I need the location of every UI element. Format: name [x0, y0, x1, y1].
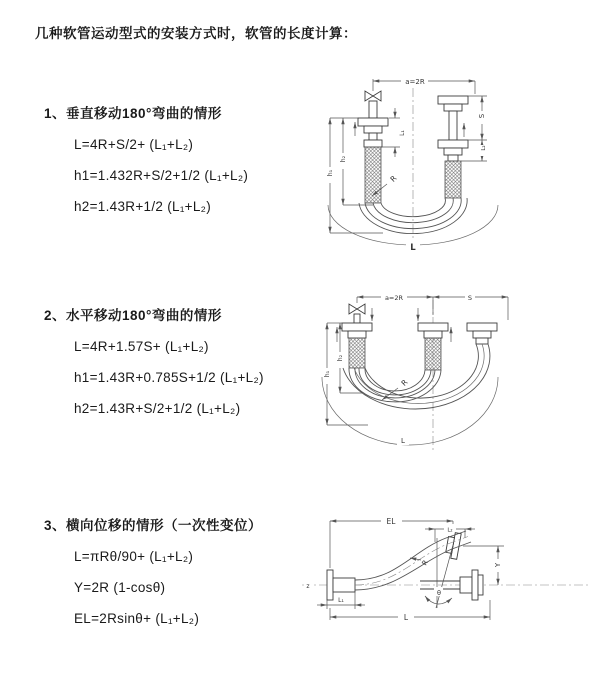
right-pipe-assembly [467, 323, 497, 344]
dim-l [330, 600, 490, 622]
dim-label-l-total: L [410, 243, 416, 253]
dim-label-h2: h₂ [340, 155, 347, 163]
dim-l1 [382, 108, 406, 157]
braid-section [425, 338, 441, 370]
formula-h2: h2=1.43R+1/2 (L₁+L₂) [74, 199, 212, 214]
axis-label-z: z [306, 583, 310, 590]
formula-h2: h2=1.43R+S/2+1/2 (L₁+L₂) [74, 401, 241, 416]
dim-label-l-total: L [401, 437, 405, 445]
dim-label-a2r: a=2R [405, 78, 425, 86]
section-2-heading: 2、水平移动180°弯曲的情形 [44, 308, 222, 323]
hose-u-arcs [322, 344, 498, 445]
braid-section [349, 338, 365, 368]
formula-h1: h1=1.43R+0.785S+1/2 (L₁+L₂) [74, 370, 264, 385]
page-title: 几种软管运动型式的安装方式时，软管的长度计算： [35, 26, 357, 41]
dim-label-r: R [399, 377, 410, 388]
dim-label-l1: L₁ [338, 597, 344, 604]
left-pipe-assembly [342, 314, 372, 368]
dim-label-l2: L₂ [447, 527, 453, 534]
dim-a2r [373, 75, 475, 94]
braid-section [365, 147, 381, 203]
formula-EL: EL=2Rsinθ+ (L₁+L₂) [74, 611, 200, 626]
valve-icon [365, 86, 381, 101]
section-lateral-displacement [44, 518, 262, 634]
dim-label-h1: h₁ [324, 370, 331, 378]
valve-icon [349, 304, 365, 314]
dim-label-el: EL [386, 517, 396, 526]
diagram-horizontal-180-bend [308, 282, 598, 457]
formula-L: L=πRθ/90+ (L₁+L₂) [74, 549, 194, 564]
dim-l1 [317, 592, 365, 609]
formula-L: L=4R+1.57S+ (L₁+L₂) [74, 339, 209, 354]
dim-label-l-total: L [403, 613, 409, 622]
dim-s-l2 [461, 96, 487, 161]
dim-label-h2: h₂ [337, 354, 344, 362]
dim-el [330, 515, 453, 568]
dim-a2r-s [357, 292, 508, 320]
dim-label-s: S [478, 113, 486, 119]
dim-label-l2: L₂ [481, 145, 487, 151]
braid-section [445, 161, 461, 198]
formula-h1: h1=1.432R+S/2+1/2 (L₁+L₂) [74, 168, 249, 183]
dim-label-theta: θ [437, 589, 441, 597]
dim-label-h1: h₁ [327, 169, 334, 177]
dim-label-r: R [420, 558, 430, 567]
section-horizontal-180 [44, 308, 264, 424]
formula-L: L=4R+S/2+ (L₁+L₂) [74, 137, 194, 152]
dim-label-y: Y [494, 562, 502, 568]
middle-pipe-assembly [418, 323, 448, 370]
dim-label-r: R [388, 173, 399, 184]
diagram-vertical-180-bend [315, 70, 585, 258]
diagram-lateral-displacement [298, 506, 598, 644]
section-3-heading: 3、横向位移的情形（一次性变位） [44, 518, 263, 533]
dim-label-s: S [467, 294, 473, 302]
section-1-heading: 1、垂直移动180°弯曲的情形 [44, 106, 222, 121]
section-vertical-180 [44, 106, 248, 222]
right-pipe-assembly [438, 96, 468, 198]
dim-label-a2r: a=2R [384, 294, 404, 302]
left-flange-fitting [327, 570, 355, 600]
formula-Y: Y=2R (1-cosθ) [74, 580, 166, 595]
left-pipe-assembly [358, 101, 388, 203]
dim-label-l1: L₁ [399, 130, 406, 136]
